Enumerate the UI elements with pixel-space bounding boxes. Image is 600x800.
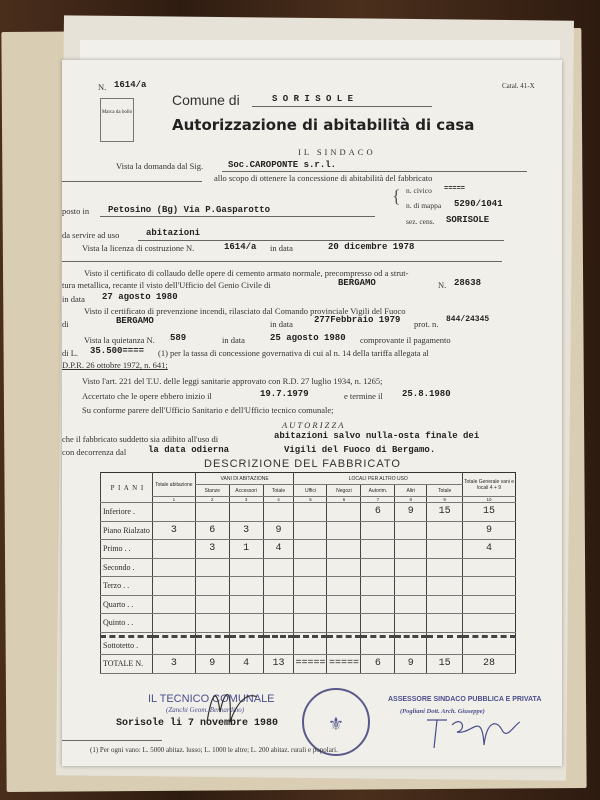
subheader-negozi: Negozi [327,485,361,497]
subheader-accessori: Accessori [229,485,263,497]
incendi-city: BERGAMO [116,316,154,326]
table-cell [263,595,294,614]
row-label: Secondo . [101,558,153,577]
table-cell: ===== [327,655,361,674]
table-cell [294,614,327,633]
tecnico-name: (Zanchi Geom. Bernardino) [166,706,245,714]
table-row [101,655,516,674]
table-cell [395,614,427,633]
table-cell [229,503,263,522]
table-cell [427,577,463,596]
table-cell [327,540,361,559]
column-number: 7 [361,497,395,503]
table-cell [294,558,327,577]
importo: 35.500==== [90,346,145,356]
table-cell: 3 [152,521,195,540]
table-row [101,577,516,596]
table-cell [229,614,263,633]
table-cell [427,540,463,559]
table-cell [361,614,395,633]
table-cell [263,503,294,522]
table-cell [463,595,516,614]
locali-header: LOCALI PER ALTRO USO [294,473,463,485]
column-number: 3 [229,497,263,503]
inizio-label: Accertato che le opere ebbero inizio il [82,391,212,401]
autorizza-heading: A U T O R I Z Z A [282,420,344,430]
mappa: 5290/1041 [454,199,503,209]
table-cell [294,595,327,614]
genio-n-label: N. [438,280,447,290]
table-cell: 13 [263,655,294,674]
termine-date: 25.8.1980 [402,389,451,399]
table-cell [327,595,361,614]
table-cell [463,636,516,655]
decorrenza: la data odierna [148,445,230,455]
table-cell [361,521,395,540]
row-label: Piano Rialzato [101,521,153,540]
table-cell: 4 [263,540,294,559]
fabbricato-table [100,472,516,674]
table-cell [294,503,327,522]
licenza-date: 20 dicembre 1978 [328,242,415,252]
table-cell [152,636,195,655]
table-cell: 9 [263,521,294,540]
subheader-uffici: Uffici [294,485,327,497]
document-number: 1614/a [114,80,147,90]
row-label: Quarto . . [101,595,153,614]
table-cell [395,558,427,577]
footnote: (1) Per ogni vano: L. 5000 abitaz. lusso; L. 1000 le altre; L. 200 abitaz. rurali e popolari. [90,746,338,754]
table-cell: 4 [229,655,263,674]
table-cell [427,595,463,614]
row-label: TOTALE N. [101,655,153,674]
totale-abitazione-header: Totale abitazione [152,473,195,497]
licenza-label: Vista la licenza di costruzione N. [82,243,195,253]
table-cell [229,577,263,596]
art-text: Visto l'art. 221 del T.U. delle leggi sanitarie approvato con R.D. 27 luglio 1934, n. 1265; [82,376,383,386]
table-cell: 6 [361,655,395,674]
table-cell [395,521,427,540]
subheader-autorim: Autorim. [361,485,395,497]
column-number: 10 [463,497,516,503]
row-label: Sottotetto . [101,636,153,655]
incendi-data-label: in data [270,319,293,329]
table-cell [327,577,361,596]
table-cell [327,636,361,655]
address: Petosino (Bg) Via P.Gasparotto [108,205,271,215]
table-cell [294,577,327,596]
table-cell: 15 [463,503,516,522]
table-cell [263,577,294,596]
page-title: Autorizzazione di abitabilità di casa [172,116,475,134]
column-number: 6 [327,497,361,503]
table-cell [229,595,263,614]
scopo-text: allo scopo di ottenere la concessione di abitabilità del fabbricato [214,173,433,183]
table-cell [463,614,516,633]
table-cell [152,558,195,577]
table-cell [263,614,294,633]
incendi-di: di [62,319,69,329]
collaudo-text-2: tura metallica, recante il visto dell'Ufficio del Genio Civile di [62,280,271,290]
table-cell [195,577,229,596]
table-cell [327,558,361,577]
assessore-signature [422,700,522,750]
subheader-stanze: Stanze [195,485,229,497]
table-row [101,558,516,577]
adibito-label: che il fabbricato suddetto sia adibito all'uso di [62,434,219,444]
tecnico-signature [202,682,262,732]
table-cell: 15 [427,655,463,674]
subheader-totale: Totale [263,485,294,497]
assessore-label: ASSESSORE SINDACO PUBBLICA E PRIVATA [388,696,542,703]
table-row [101,540,516,559]
table-cell [361,636,395,655]
table-cell [361,595,395,614]
table-row [101,503,516,522]
table-cell [152,503,195,522]
table-cell: 9 [395,655,427,674]
parere-text: Su conforme parere dell'Ufficio Sanitario e dell'Ufficio tecnico comunale; [82,405,334,415]
termine-label: e termine il [344,391,383,401]
column-number: 5 [294,497,327,503]
marca-da-bollo-box: Marca da bollo [100,98,134,142]
table-cell [361,558,395,577]
table-cell: 3 [229,521,263,540]
sez-cens: SORISOLE [446,215,490,225]
totale-generale-header: Totale Generale vani e locali 4 + 9 [463,473,516,497]
table-cell [395,577,427,596]
table-cell: 9 [463,521,516,540]
table-cell [263,636,294,655]
table-row [101,595,516,614]
table-cell [427,614,463,633]
column-number: 4 [263,497,294,503]
table-cell: 3 [195,540,229,559]
adibito-uso: abitazioni salvo nulla-osta finale dei [274,431,480,441]
importo-label: di L. [62,348,79,358]
table-cell [152,540,195,559]
table-cell: 9 [395,503,427,522]
table-cell: 6 [195,521,229,540]
table-cell [463,558,516,577]
table-cell [229,636,263,655]
table-row [101,521,516,540]
table-cell: 28 [463,655,516,674]
table-cell [427,521,463,540]
incendi-text: Visto il certificato di prevenzione incendi, rilasciato dal Comando provinciale Vigili del Fuoco [84,306,406,316]
table-cell [327,503,361,522]
table-cell: 15 [427,503,463,522]
quietanza-date: 25 agosto 1980 [270,333,346,343]
table-cell [294,521,327,540]
licenza-data-label: in data [270,243,293,253]
piani-header: P I A N I [101,473,153,503]
column-number: 1 [152,497,195,503]
prot-label: prot. n. [414,319,439,329]
tecnico-label: IL TECNICO COMUNALE [148,693,275,705]
table-cell [195,614,229,633]
licenza-number: 1614/a [224,242,257,252]
table-cell [195,636,229,655]
column-number: 9 [427,497,463,503]
table-cell [195,503,229,522]
decorrenza-label: con decorrenza dal [62,447,127,457]
sez-label: sez. cens. [406,217,435,226]
prot-number: 844/24345 [446,315,490,324]
table-cell: 9 [195,655,229,674]
incendi-date: 277Febbraio 1979 [314,315,401,325]
row-label: Terzo . . [101,577,153,596]
table-cell [294,540,327,559]
table-cell [463,577,516,596]
comune-name: S O R I S O L E [272,94,354,104]
comune-label: Comune di [172,92,240,108]
collaudo-text-1: Visto il certificato di collaudo delle opere di cemento armato normale, precompresso od a strut- [84,268,409,278]
number-label: N. [98,82,107,92]
table-cell [263,558,294,577]
quietanza-data-label: in data [222,335,245,345]
table-row [101,636,516,655]
table-cell: 1 [229,540,263,559]
place-date: Sorisole li 7 novembre 1980 [116,718,279,729]
civico-label: n. civico [406,186,432,195]
il-sindaco-heading: IL SINDACO [298,147,376,157]
mappa-label: n. di mappa [406,201,442,210]
comune-stamp: ⚜ [302,688,370,756]
applicant: Soc.CAROPONTE s.r.l. [228,160,337,170]
document-page: N. 1614/a Catal. 41-X Marca da bollo Comune di S O R I S O L E Autorizzazione di abitabilità di casa IL SINDACO Vista la domanda dal Sig. Soc.CAROPONTE s.r.l. allo scopo di ottenere la concessione di abitabilità del fabbricato posto in Petosino (Bg) Via P.Gasparotto { n. civico ===== n. di mappa 5290/1041 sez. cens. SORISOLE da servire ad uso abitazioni Vista la licenza di costruzione N. 1614/a in data 20 dicembre 1978 Visto il certificato di collaudo delle opere di cemento armato normale, precompresso od a strut- tura metallica, recante il visto dell'Ufficio del Genio Civile di BERGAMO N. 28638 in data 27 agosto 1980 Visto il certificato di prevenzione incendi, rilasciato dal Comando provinciale Vigili del Fuoco di BERGAMO in data 277Febbraio 1979 prot. n. 844/24345 Vista la quietanza N. 589 in data 25 agosto 1980 comprovante il pagamento di L. 35.500==== (1) per la tassa di concessione governativa di cui al n. 14 della tariffa allegata al D.P.R. 26 ottobre 1972, n. 641; Visto l'art. 221 del T.U. delle leggi sanitarie approvato con R.D. 27 luglio 1934, n. 1265; Accertato che le opere ebbero inizio il 19.7.1979 e termine il 25.8.1980 Su conforme parere dell'Ufficio Sanitario e dell'Ufficio tecnico comunale; A U T O R I Z Z A che il fabbricato suddetto sia adibito all'uso di abitazioni salvo nulla-osta finale dei con decorrenza dal la data odierna Vigili del Fuoco di Bergamo. DESCRIZIONE DEL FABBRICATO P I A N I Totale abitazione VANI DI ABITAZIONE LOCALI PER ALTRO USO Totale Generale vani e locali 4 + 9 Stanze Accessori Totale Uffici Negozi Autorim. Altri Totale 1 2 3 4 5 6 7 8 9 10 Inferiore . 6 9 15 15 Piano Rialzato 3 6 3 9 9 Primo . . 3 1 4 4 Secondo . Terzo . . Quarto . . Quinto . . Sottotetto . TOTALE N. 3 9 4 13 ===== ===== 6 9 15 28 IL TECNICO COMUNALE (Zanchi Geom. Bernardino) Sorisole li 7 novembre 1980 ⚜ ASSESSORE SINDACO PUBBLICA E PRIVATA (Pogliani Dott. Arch. Giuseppe) (1) Per ogni vano: L. 5000 abitaz. lusso; L. 1000 le altre; L. 200 abitaz. rurali e popolari. [62,60,562,766]
genio-number: 28638 [454,278,482,288]
vani-header: VANI DI ABITAZIONE [195,473,294,485]
row-label: Primo . . [101,540,153,559]
collaudo-date: 27 agosto 1980 [102,292,178,302]
table-cell [152,595,195,614]
row-label: Quinto . . [101,614,153,633]
table-cell [195,595,229,614]
posto-label: posto in [62,206,90,216]
table-cell [395,636,427,655]
table-cell [361,577,395,596]
catal-code: Catal. 41-X [502,82,535,90]
table-cell [195,558,229,577]
column-number: 2 [195,497,229,503]
domanda-label: Vista la domanda dal Sig. [116,161,204,171]
table-cell [152,577,195,596]
uso-label: da servire ad uso [62,230,120,240]
assessore-name: (Pogliani Dott. Arch. Giuseppe) [400,708,485,715]
civico: ===== [444,185,466,193]
table-cell [294,636,327,655]
row-label: Inferiore . [101,503,153,522]
table-cell: ===== [294,655,327,674]
table-cell [427,558,463,577]
quietanza-rest: comprovante il pagamento [360,335,451,345]
table-title: DESCRIZIONE DEL FABBRICATO [204,458,401,470]
decorrenza-2: Vigili del Fuoco di Bergamo. [284,445,436,455]
table-cell: 4 [463,540,516,559]
table-cell [327,614,361,633]
table-cell [152,614,195,633]
table-row [101,614,516,633]
inizio-date: 19.7.1979 [260,389,309,399]
table-cell [427,636,463,655]
table-cell [395,595,427,614]
collaudo-data-label: in data [62,294,85,304]
uso: abitazioni [146,228,201,238]
table-cell: 3 [152,655,195,674]
genio-civile-city: BERGAMO [338,278,376,288]
dpr-ref: D.P.R. 26 ottobre 1972, n. 641; [62,360,168,370]
table-cell: 6 [361,503,395,522]
table-cell [361,540,395,559]
table-cell [395,540,427,559]
subheader-totale: Totale [427,485,463,497]
quietanza-label: Vista la quietanza N. [84,335,155,345]
column-number: 8 [395,497,427,503]
table-cell [229,558,263,577]
table-cell [327,521,361,540]
subheader-altri: Altri [395,485,427,497]
quietanza-number: 589 [170,333,187,343]
importo-rest: (1) per la tassa di concessione governativa di cui al n. 14 della tariffa allegata al [158,348,429,358]
